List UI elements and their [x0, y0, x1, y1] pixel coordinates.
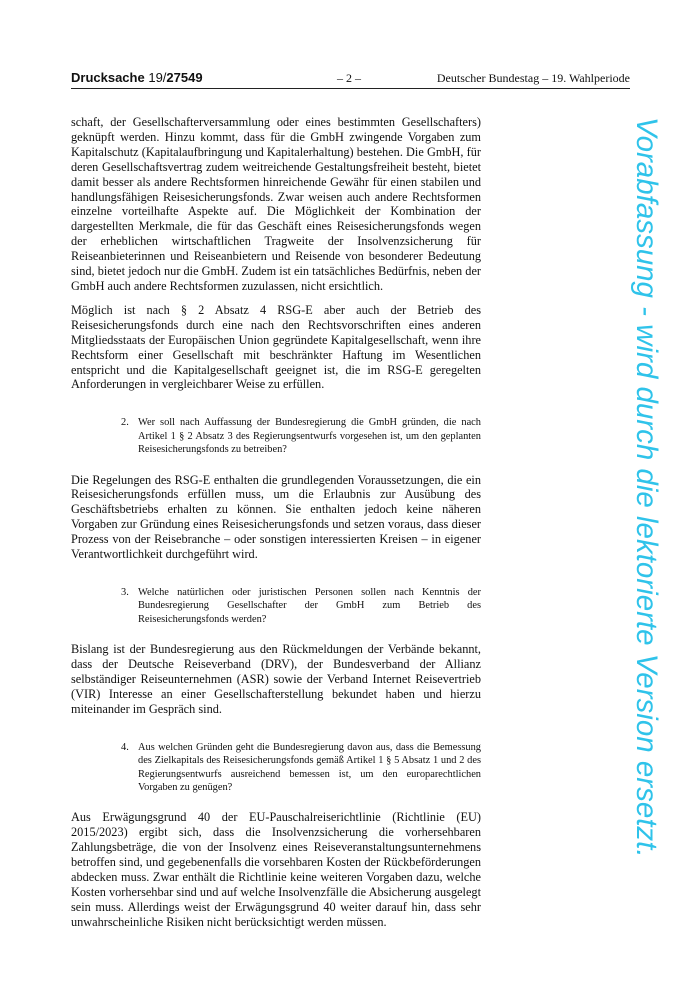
question-number: 4. — [121, 741, 129, 753]
question-text: Welche natürlichen oder juristischen Personen sollen nach Kenntnis der Bundesregierung Gesellschafter der GmbH zum Betrieb des Reisesicherungsfonds werden? — [138, 586, 481, 625]
document-number: Drucksache 19/27549 — [71, 70, 203, 85]
answer-paragraph: Die Regelungen des RSG-E enthalten die grundlegenden Voraussetzungen, die ein Reisesicherungsfonds erfüllen muss, um die Erlaubnis zur Ausübung des Geschäftsbetriebs erhalten zu können. Sie enthalten jedoch keine näheren Vorgaben zur Gründung eines Reisesicherungsfonds und setzen voraus, dass dieser Prozess von der Reisebranche – oder sonstigen interessierten Kreisen – in eigener Verantwortlichkeit durchgeführt wird. — [71, 472, 481, 562]
watermark-text: Vorabfassung - wird durch die lektorierte Version ersetzt. — [630, 117, 663, 858]
question-text: Wer soll nach Auffassung der Bundesregierung die GmbH gründen, die nach Artikel 1 § 2 Absatz 3 des Regierungsentwurfs vorgesehen ist, um den geplanten Reisesicherungsfonds zu betreiben? — [138, 417, 481, 456]
document-body — [71, 115, 481, 939]
watermark — [575, 117, 665, 877]
answer-paragraph: Möglich ist nach § 2 Absatz 4 RSG-E aber auch der Betrieb des Reisesicherungsfonds durch eine nach den Rechtsvorschriften eines anderen Mitgliedsstaats der Europäischen Union gegründete Kapitalgesellschaft, wenn ihre Rechtsform einer Gesellschaft mit beschränkter Haftung im Wesentlichen entspricht und die Kapitalgesellschaft geeignet ist, die im RSG-E geregelten Anforderungen in vergleichbarer Weise zu erfüllen. — [71, 302, 481, 392]
answer-paragraph: schaft, der Gesellschafterversammlung oder eines bestimmten Gesellschafters) geknüpft werden. Hinzu kommt, dass für die GmbH zwingende Vorgaben zum Kapitalschutz (Kapitalaufbringung und Kapitalerhaltung) bestehen. Die GmbH, für deren Gesellschaftsvertrag zudem weitreichende Gestaltungsfreiheit besteht, bietet damit besser als andere Rechtsformen hinreichende Gewähr für einen stabilen und handlungsfähigen Reisesicherungsfonds. Zwar weisen auch andere Rechtsformen einzelne vorteilhafte Aspekte auf. Die Möglichkeit der Kombination der dargestellten Merkmale, die für das Geschäft eines Reisesicherungsfonds wegen der erheblichen wirtschaftlichen Tragweite der Insolvenzsicherung für Reiseanbieterinnen und Reiseanbietern und Reisende von besonderer Bedeutung sind, bietet jedoch nur die GmbH. Zudem ist ein tatsächliches Bedürfnis, neben der GmbH auch andere Rechtsformen zuzulassen, nicht ersichtlich. — [71, 115, 481, 293]
answer-paragraph: Aus Erwägungsgrund 40 der EU-Pauschalreiserichtlinie (Richtlinie (EU) 2015/2023) ergibt sich, dass die Insolvenzsicherung die vorhersehbaren Zahlungsbeträge, die von der Insolvenz eines Reiseveranstaltungsunternehmens betroffen sind, und gegebenenfalls die vorsehbaren Kosten der Rückbeförderungen abdecken muss. Zwar enthält die Richtlinie keine weiteren Vorgaben dazu, welche Kosten vorhersehbar sind und auf welche Insolvenzfälle die Absicherung ausgelegt sein muss. Allerdings weist der Erwägungsgrund 40 weiter darauf hin, dass sehr unwahrscheinliche Risiken nicht berücksichtigt werden müssen. — [71, 810, 481, 929]
question-block — [71, 586, 481, 626]
question-number: 3. — [121, 586, 129, 598]
question-block — [71, 416, 481, 456]
page-number: – 2 – — [337, 71, 361, 85]
question-text: Aus welchen Gründen geht die Bundesregierung davon aus, dass die Bemessung des Zielkapitals des Reisesicherungsfonds gemäß Artikel 1 § 5 Absatz 1 und 2 des Regierungsentwurfs ausreichend bemessen ist, um den europarechtlichen Vorgaben zu genügen? — [138, 741, 481, 793]
answer-paragraph: Bislang ist der Bundesregierung aus den Rückmeldungen der Verbände bekannt, dass der Deutsche Reiseverband (DRV), der Bundesverband der Allianz selbständiger Reiseunternehmen (ASR) sowie der Verband Internet Reisevertrieb (VIR) Interesse an einer Gesellschafterstellung bekundet haben und hierzu miteinander im Gespräch sind. — [71, 642, 481, 716]
question-number: 2. — [121, 417, 129, 429]
question-block — [71, 741, 481, 795]
institution-label: Deutscher Bundestag – 19. Wahlperiode — [436, 71, 630, 85]
page-header — [71, 68, 630, 89]
